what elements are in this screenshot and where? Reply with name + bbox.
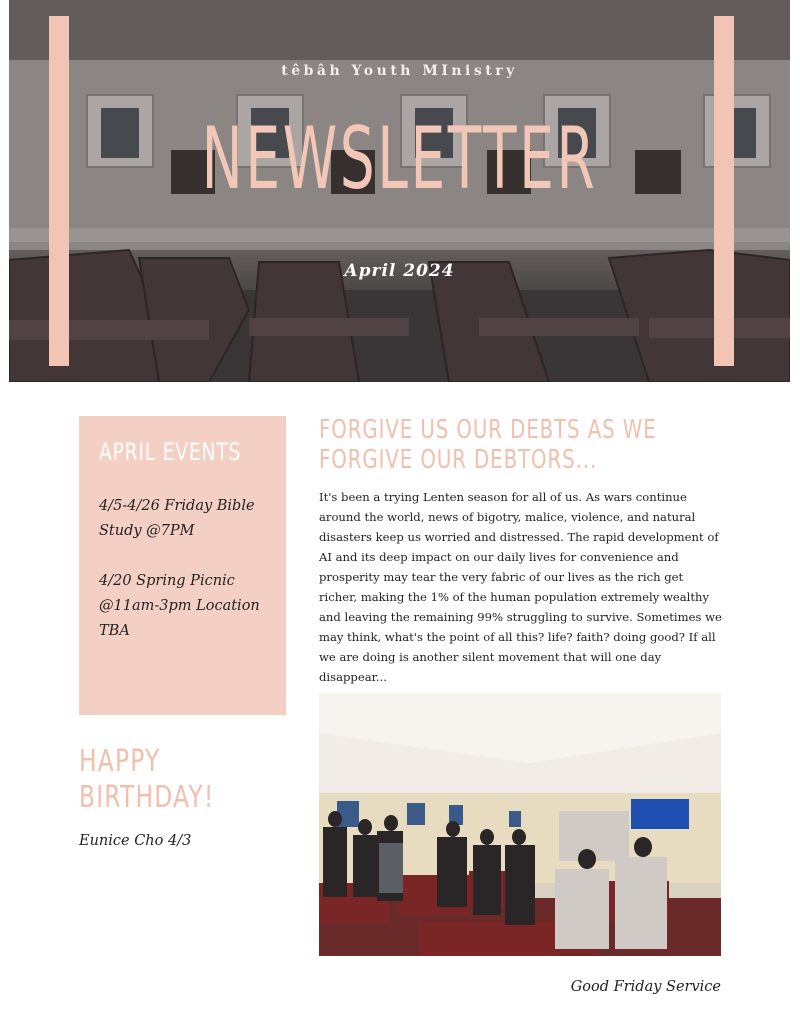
ministry-name: têbâh Youth MInistry bbox=[281, 63, 518, 79]
good-friday-service-image bbox=[319, 693, 721, 956]
service-photo bbox=[319, 693, 721, 956]
birthday-heading-line1: HAPPY bbox=[79, 744, 161, 779]
event-item: 4/5-4/26 Friday Bible Study @7PM bbox=[99, 498, 255, 539]
events-heading: APRIL EVENTS bbox=[99, 438, 242, 466]
right-accent-bar bbox=[714, 16, 734, 366]
birthday-heading-line2: BIRTHDAY! bbox=[79, 780, 215, 815]
birthday-heading bbox=[79, 744, 214, 816]
events-panel bbox=[79, 416, 286, 715]
left-accent-bar bbox=[49, 16, 69, 366]
event-item: 4/20 Spring Picnic @11am-3pm Location TBA bbox=[99, 573, 260, 639]
newsletter-title: NEWSLETTER bbox=[201, 109, 598, 209]
photo-caption: Good Friday Service bbox=[570, 979, 721, 995]
issue-date: April 2024 bbox=[344, 261, 455, 281]
article-title: FORGIVE US OUR DEBTS AS WE FORGIVE OUR DEBTORS... bbox=[319, 415, 657, 475]
article-body: It's been a trying Lenten season for all of us. As wars continue around the world, news of bigotry, malice, violence, and natural disasters keep us worried and distressed. The rapid development of AI and its deep impact on our daily lives for convenience and prosperity may tear the very fabric of our lives as the rich get richer, making the 1% of the human population extremely wealthy and leaving the remaining 99% struggling to survive. Sometimes we may think, what's the point of all this? life? faith? doing good? If all we are doing is another silent movement that will one day disappear... bbox=[319, 490, 722, 684]
birthday-names: Eunice Cho 4/3 bbox=[79, 833, 192, 849]
header-banner bbox=[9, 0, 790, 382]
